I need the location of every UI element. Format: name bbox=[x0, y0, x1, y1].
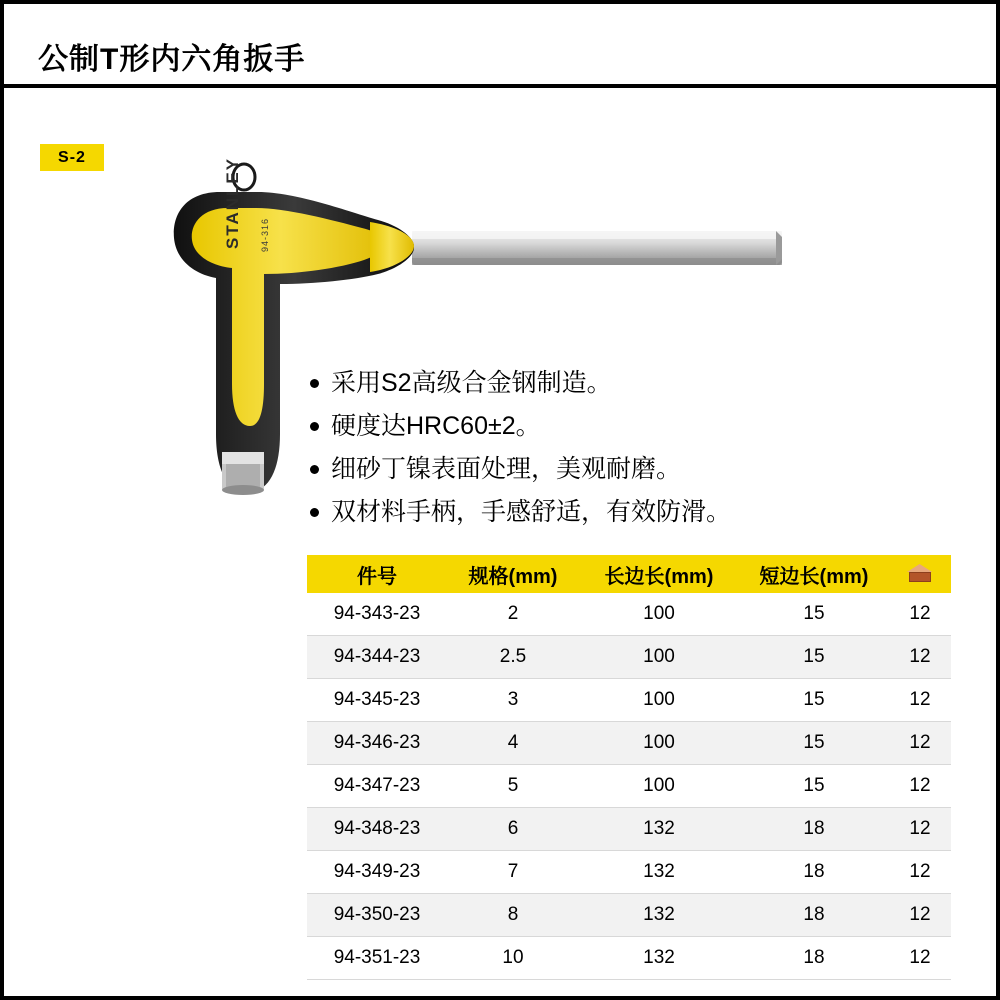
cell-size: 7 bbox=[447, 851, 579, 894]
bullet-icon bbox=[310, 422, 319, 431]
cell-size: 2 bbox=[447, 593, 579, 636]
cell-long-arm: 132 bbox=[579, 937, 739, 980]
title-bar bbox=[4, 4, 996, 88]
cell-long-arm: 132 bbox=[579, 808, 739, 851]
cell-package: 12 bbox=[889, 894, 951, 937]
list-item bbox=[310, 362, 950, 405]
cell-part-number: 94-347-23 bbox=[307, 765, 447, 808]
cell-package: 12 bbox=[889, 593, 951, 636]
feature-text: 双材料手柄，手感舒适，有效防滑。 bbox=[331, 498, 732, 526]
cell-size: 10 bbox=[447, 937, 579, 980]
feature-text: 细砂丁镍表面处理，美观耐磨。 bbox=[331, 455, 682, 483]
cell-size: 3 bbox=[447, 679, 579, 722]
cell-long-arm: 100 bbox=[579, 679, 739, 722]
specification-table bbox=[307, 555, 951, 980]
cell-part-number: 94-348-23 bbox=[307, 808, 447, 851]
bullet-icon bbox=[310, 465, 319, 474]
cell-package: 12 bbox=[889, 679, 951, 722]
cell-size: 6 bbox=[447, 808, 579, 851]
feature-text: 采用S2高级合金钢制造。 bbox=[331, 369, 612, 397]
cell-long-arm: 100 bbox=[579, 722, 739, 765]
package-box-icon bbox=[907, 564, 933, 584]
svg-text:94-316: 94-316 bbox=[260, 217, 270, 252]
page-title: 公制T形内六角扳手 bbox=[38, 43, 306, 76]
column-header-long-arm: 长边长(mm) bbox=[579, 555, 739, 593]
table-row bbox=[307, 722, 951, 765]
table-row bbox=[307, 679, 951, 722]
cell-short-arm: 15 bbox=[739, 636, 889, 679]
feature-text: 硬度达HRC60±2。 bbox=[331, 412, 541, 440]
cell-package: 12 bbox=[889, 937, 951, 980]
cell-short-arm: 15 bbox=[739, 593, 889, 636]
cell-size: 4 bbox=[447, 722, 579, 765]
cell-package: 12 bbox=[889, 636, 951, 679]
cell-short-arm: 15 bbox=[739, 722, 889, 765]
svg-text:STANLEY: STANLEY bbox=[223, 156, 242, 249]
table-row bbox=[307, 636, 951, 679]
list-item bbox=[310, 448, 950, 491]
cell-long-arm: 132 bbox=[579, 851, 739, 894]
cell-long-arm: 100 bbox=[579, 636, 739, 679]
cell-part-number: 94-346-23 bbox=[307, 722, 447, 765]
cell-short-arm: 18 bbox=[739, 937, 889, 980]
table-row bbox=[307, 894, 951, 937]
status-badge: S-2 bbox=[40, 144, 104, 171]
cell-long-arm: 132 bbox=[579, 894, 739, 937]
cell-part-number: 94-349-23 bbox=[307, 851, 447, 894]
cell-short-arm: 15 bbox=[739, 679, 889, 722]
cell-package: 12 bbox=[889, 851, 951, 894]
column-header-package bbox=[889, 555, 951, 593]
cell-part-number: 94-351-23 bbox=[307, 937, 447, 980]
cell-short-arm: 15 bbox=[739, 765, 889, 808]
bullet-icon bbox=[310, 379, 319, 388]
table-row bbox=[307, 765, 951, 808]
table-row bbox=[307, 851, 951, 894]
cell-part-number: 94-350-23 bbox=[307, 894, 447, 937]
column-header-size: 规格(mm) bbox=[447, 555, 579, 593]
cell-part-number: 94-345-23 bbox=[307, 679, 447, 722]
list-item bbox=[310, 405, 950, 448]
column-header-short-arm: 短边长(mm) bbox=[739, 555, 889, 593]
feature-list bbox=[310, 362, 950, 534]
cell-short-arm: 18 bbox=[739, 894, 889, 937]
column-header-part-number: 件号 bbox=[307, 555, 447, 593]
cell-short-arm: 18 bbox=[739, 808, 889, 851]
table-row bbox=[307, 937, 951, 980]
cell-package: 12 bbox=[889, 765, 951, 808]
cell-size: 2.5 bbox=[447, 636, 579, 679]
cell-package: 12 bbox=[889, 808, 951, 851]
cell-long-arm: 100 bbox=[579, 765, 739, 808]
cell-size: 8 bbox=[447, 894, 579, 937]
cell-part-number: 94-343-23 bbox=[307, 593, 447, 636]
cell-part-number: 94-344-23 bbox=[307, 636, 447, 679]
list-item bbox=[310, 491, 950, 534]
bullet-icon bbox=[310, 508, 319, 517]
cell-short-arm: 18 bbox=[739, 851, 889, 894]
table-header-row bbox=[307, 555, 951, 593]
table-row bbox=[307, 808, 951, 851]
cell-package: 12 bbox=[889, 722, 951, 765]
cell-long-arm: 100 bbox=[579, 593, 739, 636]
cell-size: 5 bbox=[447, 765, 579, 808]
table-row bbox=[307, 593, 951, 636]
